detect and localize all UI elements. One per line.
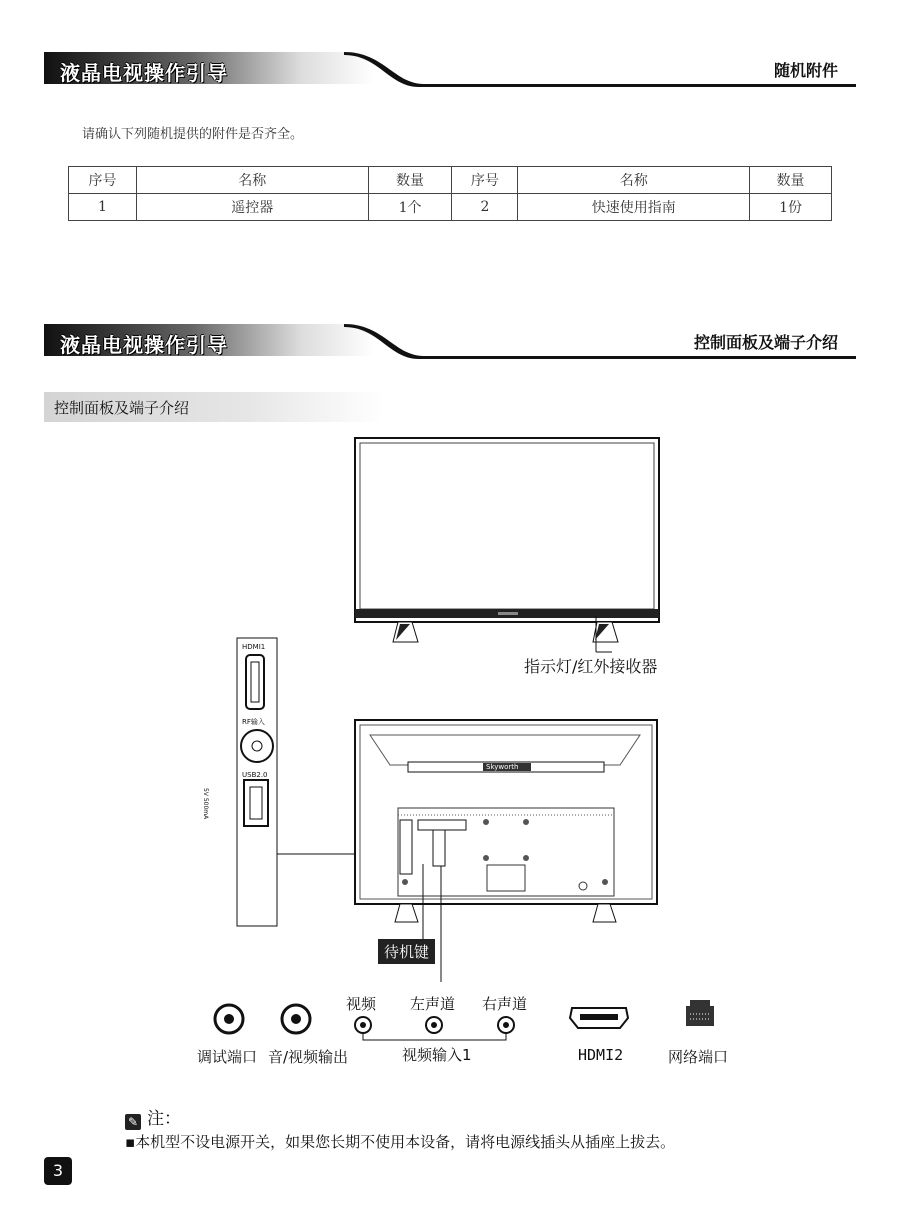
col-qty-2: 数量 <box>750 167 832 194</box>
col-no-1: 序号 <box>69 167 137 194</box>
col-name-1: 名称 <box>136 167 368 194</box>
page-number: 3 <box>44 1157 72 1185</box>
cell: 快速使用指南 <box>518 194 750 221</box>
note-title <box>125 1104 181 1130</box>
video-label: 视频 <box>346 995 377 1013</box>
cell: 1个 <box>368 194 452 221</box>
side-power-label: 5V 500mA <box>202 788 209 820</box>
intro-text: 请确认下列随机提供的附件是否齐全。 <box>82 127 304 142</box>
debug-port-label: 调试端口 <box>197 1048 258 1066</box>
col-qty-1: 数量 <box>368 167 452 194</box>
lan-port-label: 网络端口 <box>668 1048 729 1066</box>
subsection-title: 控制面板及端子介绍 <box>54 399 190 417</box>
cell: 1 <box>69 194 137 221</box>
side-usb-label: USB2.0 <box>242 771 268 779</box>
right-channel-label: 右声道 <box>482 995 528 1013</box>
header-title: 液晶电视操作引导 <box>60 61 228 85</box>
cell: 2 <box>452 194 518 221</box>
hdmi2-label: HDMI2 <box>578 1046 624 1064</box>
left-channel-label: 左声道 <box>410 995 456 1013</box>
note-text: ▪本机型不设电源开关，如果您长期不使用本设备，请将电源线插头从插座上拔去。 <box>125 1133 676 1151</box>
header-title: 液晶电视操作引导 <box>60 333 228 357</box>
video-input-label: 视频输入1 <box>402 1046 472 1064</box>
tv-front <box>355 438 659 652</box>
side-rf-label: RF输入 <box>242 718 265 726</box>
col-no-2: 序号 <box>452 167 518 194</box>
col-name-2: 名称 <box>518 167 750 194</box>
port-icons <box>215 1000 714 1040</box>
pencil-icon: ✎ <box>125 1114 141 1130</box>
side-hdmi-label: HDMI1 <box>242 643 266 651</box>
header-section: 控制面板及端子介绍 <box>693 333 838 352</box>
note-title-text: 注： <box>147 1109 181 1129</box>
indicator-label: 指示灯/红外接收器 <box>524 657 658 676</box>
brand-logo: Skyworth <box>486 763 519 771</box>
header-section: 随机附件 <box>773 61 838 80</box>
cell: 1份 <box>750 194 832 221</box>
standby-key-label: 待机键 <box>378 939 435 964</box>
cell: 遥控器 <box>136 194 368 221</box>
av-output-label: 音/视频输出 <box>268 1048 349 1066</box>
